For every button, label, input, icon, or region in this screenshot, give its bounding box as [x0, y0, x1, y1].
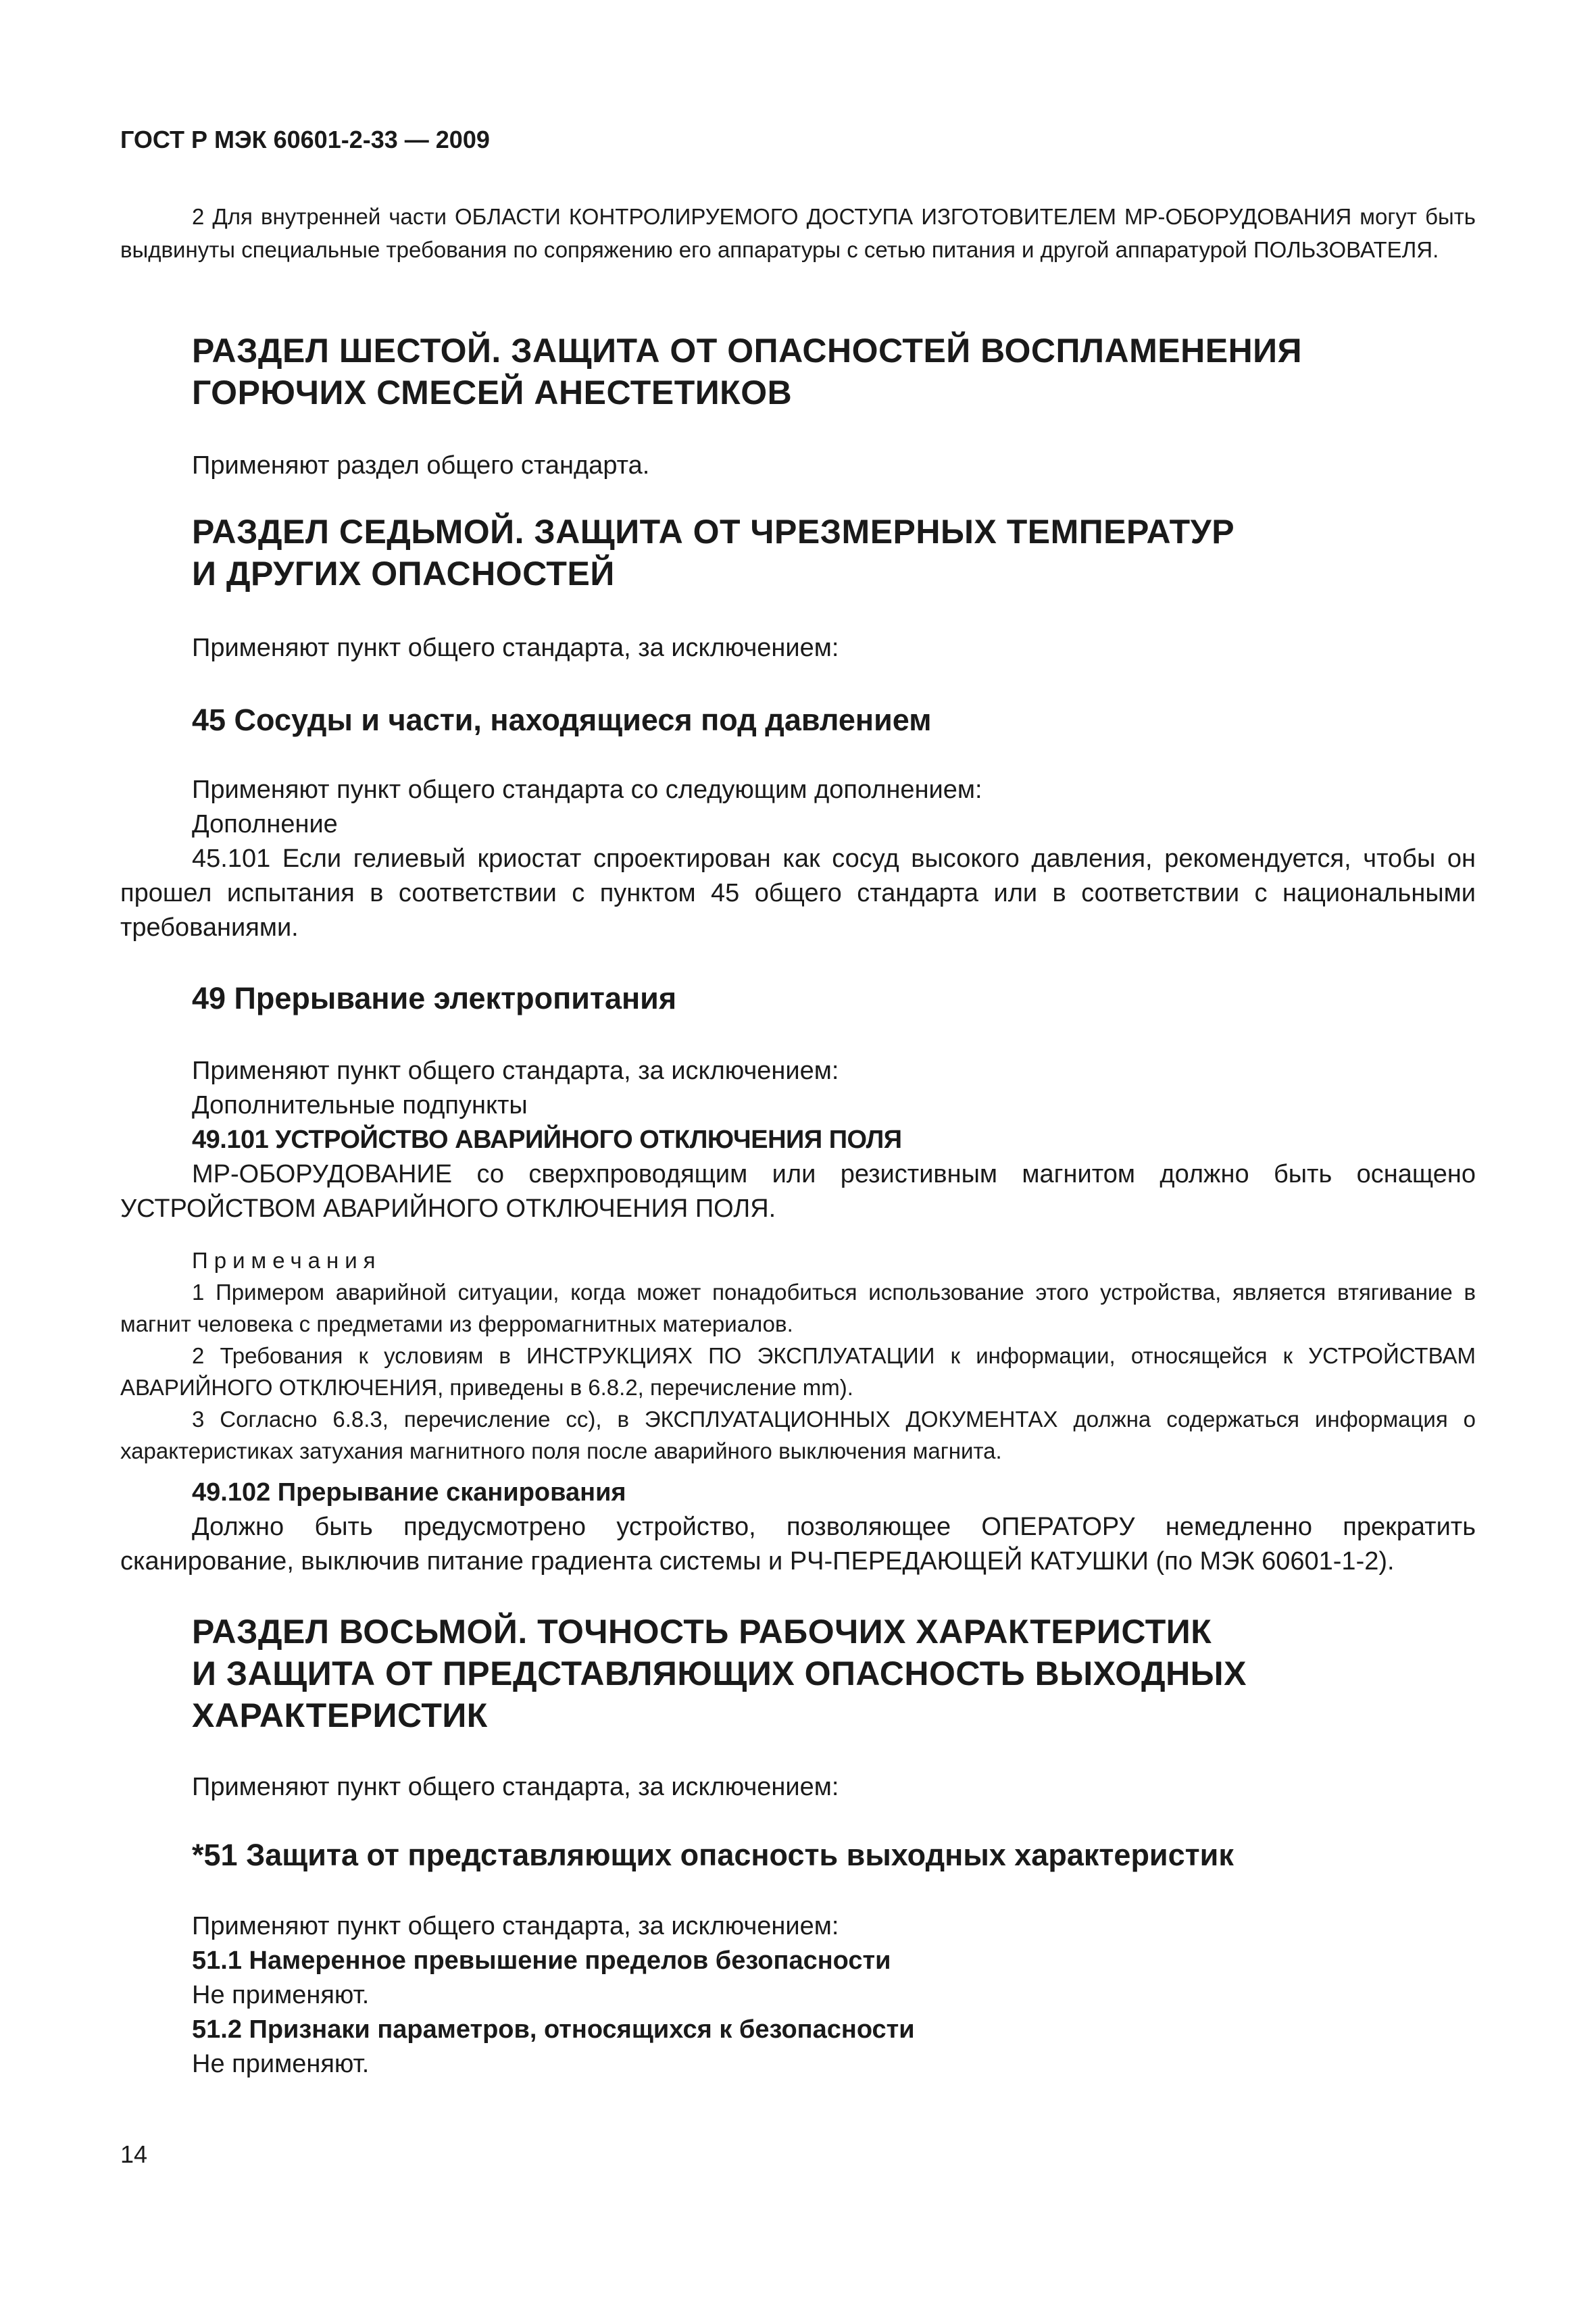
section-6-title-line-1: РАЗДЕЛ ШЕСТОЙ. ЗАЩИТА ОТ ОПАСНОСТЕЙ ВОСПЛАМЕНЕНИЯ [192, 332, 1303, 370]
section-6-title [192, 330, 1476, 413]
clause-45-101-text: 45.101 Если гелиевый криостат спроектирован как сосуд высокого давления, рекомендуется, чтобы он прошел испытания в соответствии с пунктом 45 общего стандарта или в соответствии с национальными требованиями. [120, 845, 1476, 942]
clause-45-addition-label: Дополнение [192, 810, 338, 838]
intro-note: 2 Для внутренней части ОБЛАСТИ КОНТРОЛИРУЕМОГО ДОСТУПА ИЗГОТОВИТЕЛЕМ МР-ОБОРУДОВАНИЯ могут быть выдвинуты специальные требования по сопряжению его аппаратуры с сетью питания и другой аппаратурой ПОЛЬЗОВАТЕЛЯ. [120, 204, 1476, 262]
clause-49-notes [120, 1244, 1476, 1467]
clause-49-intro: Применяют пункт общего стандарта, за исключением: [192, 1057, 839, 1085]
section-8-text: Применяют пункт общего стандарта, за исключением: [192, 1773, 839, 1801]
clause-45-body [120, 773, 1476, 945]
clause-49-title: 49 Прерывание электропитания [192, 981, 677, 1015]
clause-49-additional-label: Дополнительные подпункты [192, 1091, 528, 1120]
clause-49-102-text: Должно быть предусмотрено устройство, позволяющее ОПЕРАТОРУ немедленно прекратить сканирование, выключив питание градиента системы и РЧ-ПЕРЕДАЮЩЕЙ КАТУШКИ (по МЭК 60601-1-2). [120, 1513, 1476, 1576]
clause-51-1-text: Не применяют. [192, 1981, 370, 2009]
section-6-text: Применяют раздел общего стандарта. [192, 451, 650, 480]
clause-49-101-title: 49.101 УСТРОЙСТВО АВАРИЙНОГО ОТКЛЮЧЕНИЯ ПОЛЯ [192, 1126, 902, 1154]
clause-49-101-text: МР-ОБОРУДОВАНИЕ со сверхпроводящим или резистивным магнитом должно быть оснащено УСТРОЙСТВОМ АВАРИЙНОГО ОТКЛЮЧЕНИЯ ПОЛЯ. [120, 1160, 1476, 1223]
notes-label: Примечания [192, 1248, 382, 1273]
section-8-title-line-1: РАЗДЕЛ ВОСЬМОЙ. ТОЧНОСТЬ РАБОЧИХ ХАРАКТЕРИСТИК [192, 1613, 1212, 1651]
section-7-title-line-1: РАЗДЕЛ СЕДЬМОЙ. ЗАЩИТА ОТ ЧРЕЗМЕРНЫХ ТЕМПЕРАТУР [192, 513, 1235, 551]
clause-49-body [120, 1054, 1476, 1226]
note-1: 1 Примером аварийной ситуации, когда может понадобиться использование этого устройства, является втягивание в магнит человека с предметами из ферромагнитных материалов. [120, 1280, 1476, 1336]
clause-51-2-text: Не применяют. [192, 2050, 370, 2078]
clause-51-intro: Применяют пункт общего стандарта, за исключением: [192, 1912, 839, 1940]
document-header: ГОСТ Р МЭК 60601-2-33 — 2009 [120, 126, 490, 153]
clause-49-102-title: 49.102 Прерывание сканирования [192, 1478, 626, 1507]
note-2: 2 Требования к условиям в ИНСТРУКЦИЯХ ПО ЭКСПЛУАТАЦИИ к информации, относящейся к УСТРОЙСТВАМ АВАРИЙНОГО ОТКЛЮЧЕНИЯ, приведены в 6.8.2, перечисление mm). [120, 1343, 1476, 1400]
clause-51-2-title: 51.2 Признаки параметров, относящихся к безопасности [192, 2015, 915, 2044]
section-7-text: Применяют пункт общего стандарта, за исключением: [192, 634, 839, 662]
page-number: 14 [120, 2140, 148, 2168]
clause-45-title: 45 Сосуды и части, находящиеся под давлением [192, 703, 932, 737]
clause-49-102 [120, 1476, 1476, 1579]
section-6-title-line-2: ГОРЮЧИХ СМЕСЕЙ АНЕСТЕТИКОВ [192, 374, 793, 411]
section-8-title-line-2: И ЗАЩИТА ОТ ПРЕДСТАВЛЯЮЩИХ ОПАСНОСТЬ ВЫХОДНЫХ [192, 1655, 1247, 1692]
clause-51-title: *51 Защита от представляющих опасность выходных характеристик [192, 1838, 1234, 1872]
section-7-title-line-2: И ДРУГИХ ОПАСНОСТЕЙ [192, 555, 615, 593]
clause-51-body [120, 1909, 1476, 2082]
section-7-title [192, 511, 1476, 595]
section-8-title-line-3: ХАРАКТЕРИСТИК [192, 1696, 488, 1734]
section-8-title [192, 1611, 1476, 1736]
clause-45-intro: Применяют пункт общего стандарта со следующим дополнением: [192, 776, 982, 804]
clause-51-1-title: 51.1 Намеренное превышение пределов безопасности [192, 1946, 891, 1975]
note-3: 3 Согласно 6.8.3, перечисление cc), в ЭКСПЛУАТАЦИОННЫХ ДОКУМЕНТАХ должна содержаться информация о характеристиках затухания магнитного поля после аварийного выключения магнита. [120, 1407, 1476, 1463]
